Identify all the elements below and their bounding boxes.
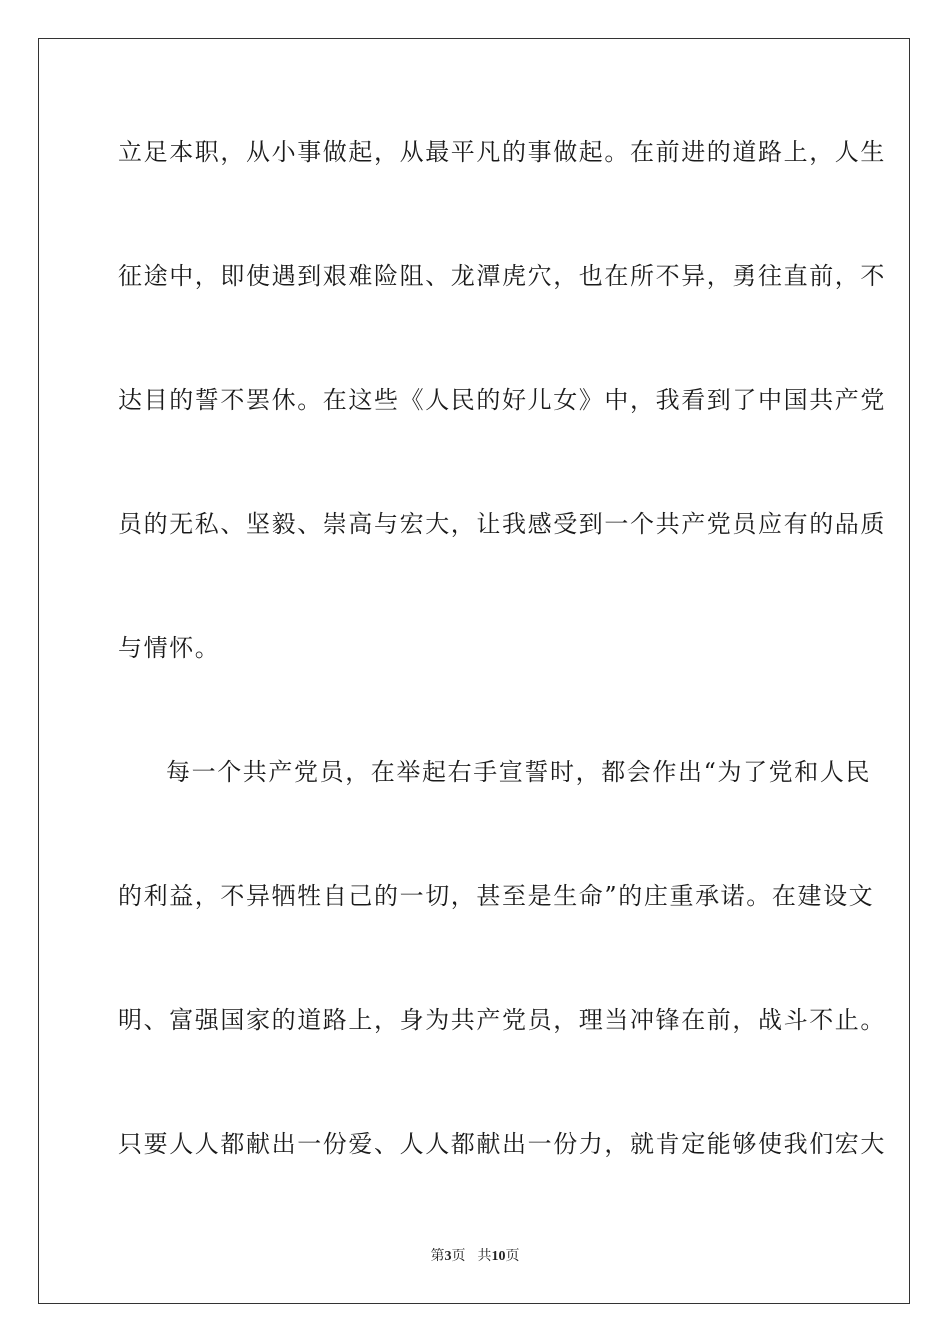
paragraph-line: 明、富强国家的道路上，身为共产党员，理当冲锋在前，战斗不止。 — [118, 1006, 886, 1034]
total-suffix: 页 — [505, 1249, 520, 1264]
paragraph-line: 达目的誓不罢休。在这些《人民的好儿女》中，我看到了中国共产党 — [118, 386, 886, 414]
page-prefix: 第 — [430, 1249, 445, 1264]
paragraph-line: 只要人人都献出一份爱、人人都献出一份力，就肯定能够使我们宏大 — [118, 1130, 886, 1158]
total-pages: 10 — [491, 1249, 506, 1264]
paragraph-line: 立足本职，从小事做起，从最平凡的事做起。在前进的道路上，人生 — [118, 138, 886, 166]
paragraph-line: 与情怀。 — [118, 634, 221, 662]
paragraph-line: 员的无私、坚毅、崇高与宏大，让我感受到一个共产党员应有的品质 — [118, 510, 886, 538]
paragraph-line-indented: 每一个共产党员，在举起右手宣誓时，都会作出“为了党和人民 — [166, 758, 872, 786]
total-prefix: 共 — [477, 1249, 492, 1264]
paragraph-line: 的利益，不异牺牲自己的一切，甚至是生命”的庄重承诺。在建设文 — [118, 882, 875, 910]
paragraph-line: 征途中，即使遇到艰难险阻、龙潭虎穴，也在所不异，勇往直前，不 — [118, 262, 886, 290]
page-suffix: 页 — [451, 1249, 466, 1264]
page-footer — [0, 1248, 950, 1266]
page-number: 3 — [444, 1249, 452, 1264]
page-border — [38, 38, 910, 1304]
